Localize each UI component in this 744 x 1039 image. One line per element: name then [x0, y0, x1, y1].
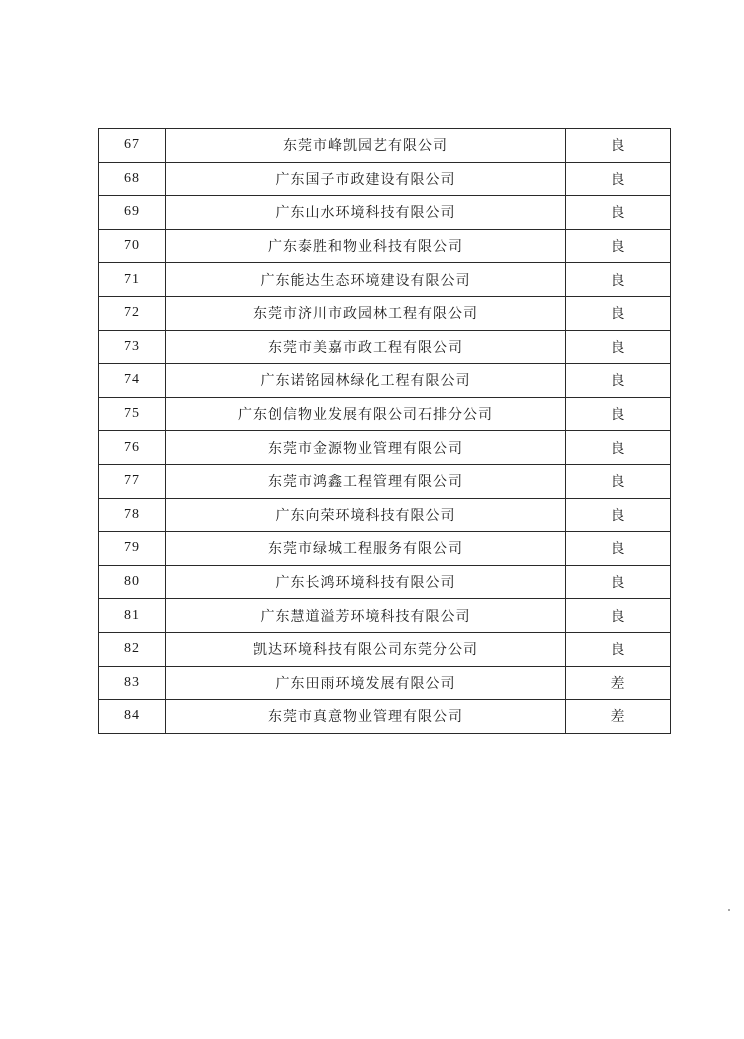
- rating-grade: 良: [566, 196, 671, 230]
- rating-grade: 良: [566, 565, 671, 599]
- company-name: 广东田雨环境发展有限公司: [166, 666, 566, 700]
- company-name: 东莞市绿城工程服务有限公司: [166, 532, 566, 566]
- company-name: 广东泰胜和物业科技有限公司: [166, 229, 566, 263]
- rating-grade: 良: [566, 532, 671, 566]
- company-name: 东莞市鸿鑫工程管理有限公司: [166, 464, 566, 498]
- company-name: 东莞市峰凯园艺有限公司: [166, 129, 566, 163]
- rating-grade: 良: [566, 263, 671, 297]
- rating-grade: 良: [566, 330, 671, 364]
- row-number: 72: [99, 296, 166, 330]
- table-row: [99, 296, 671, 330]
- row-number: 71: [99, 263, 166, 297]
- company-name: 广东慧道溢芳环境科技有限公司: [166, 599, 566, 633]
- row-number: 67: [99, 129, 166, 163]
- table-row: [99, 196, 671, 230]
- row-number: 69: [99, 196, 166, 230]
- rating-grade: 良: [566, 498, 671, 532]
- rating-table-body: [99, 129, 671, 734]
- scan-artifact: [728, 909, 730, 911]
- rating-grade: 良: [566, 129, 671, 163]
- rating-grade: 良: [566, 632, 671, 666]
- rating-table: [98, 128, 671, 734]
- row-number: 75: [99, 397, 166, 431]
- rating-grade: 良: [566, 431, 671, 465]
- row-number: 74: [99, 364, 166, 398]
- row-number: 68: [99, 162, 166, 196]
- row-number: 83: [99, 666, 166, 700]
- row-number: 79: [99, 532, 166, 566]
- table-row: [99, 431, 671, 465]
- company-name: 广东山水环境科技有限公司: [166, 196, 566, 230]
- rating-grade: 良: [566, 599, 671, 633]
- row-number: 84: [99, 700, 166, 734]
- company-name: 凯达环境科技有限公司东莞分公司: [166, 632, 566, 666]
- row-number: 70: [99, 229, 166, 263]
- table-row: [99, 263, 671, 297]
- table-row: [99, 565, 671, 599]
- table-row: [99, 632, 671, 666]
- table-row: [99, 498, 671, 532]
- company-name: 广东国子市政建设有限公司: [166, 162, 566, 196]
- row-number: 73: [99, 330, 166, 364]
- rating-grade: 良: [566, 296, 671, 330]
- rating-grade: 差: [566, 666, 671, 700]
- table-row: [99, 700, 671, 734]
- table-row: [99, 129, 671, 163]
- rating-grade: 差: [566, 700, 671, 734]
- table-row: [99, 162, 671, 196]
- rating-grade: 良: [566, 364, 671, 398]
- row-number: 82: [99, 632, 166, 666]
- table-row: [99, 532, 671, 566]
- company-name: 东莞市真意物业管理有限公司: [166, 700, 566, 734]
- rating-grade: 良: [566, 397, 671, 431]
- row-number: 76: [99, 431, 166, 465]
- company-name: 广东向荣环境科技有限公司: [166, 498, 566, 532]
- rating-grade: 良: [566, 229, 671, 263]
- company-name: 广东能达生态环境建设有限公司: [166, 263, 566, 297]
- row-number: 81: [99, 599, 166, 633]
- company-name: 东莞市美嘉市政工程有限公司: [166, 330, 566, 364]
- table-row: [99, 464, 671, 498]
- rating-grade: 良: [566, 464, 671, 498]
- row-number: 78: [99, 498, 166, 532]
- table-row: [99, 666, 671, 700]
- table-row: [99, 397, 671, 431]
- table-row: [99, 599, 671, 633]
- table-row: [99, 330, 671, 364]
- company-name: 广东诺铭园林绿化工程有限公司: [166, 364, 566, 398]
- table-row: [99, 229, 671, 263]
- company-name: 广东创信物业发展有限公司石排分公司: [166, 397, 566, 431]
- rating-grade: 良: [566, 162, 671, 196]
- company-name: 东莞市金源物业管理有限公司: [166, 431, 566, 465]
- table-row: [99, 364, 671, 398]
- company-name: 东莞市济川市政园林工程有限公司: [166, 296, 566, 330]
- company-name: 广东长鸿环境科技有限公司: [166, 565, 566, 599]
- row-number: 77: [99, 464, 166, 498]
- row-number: 80: [99, 565, 166, 599]
